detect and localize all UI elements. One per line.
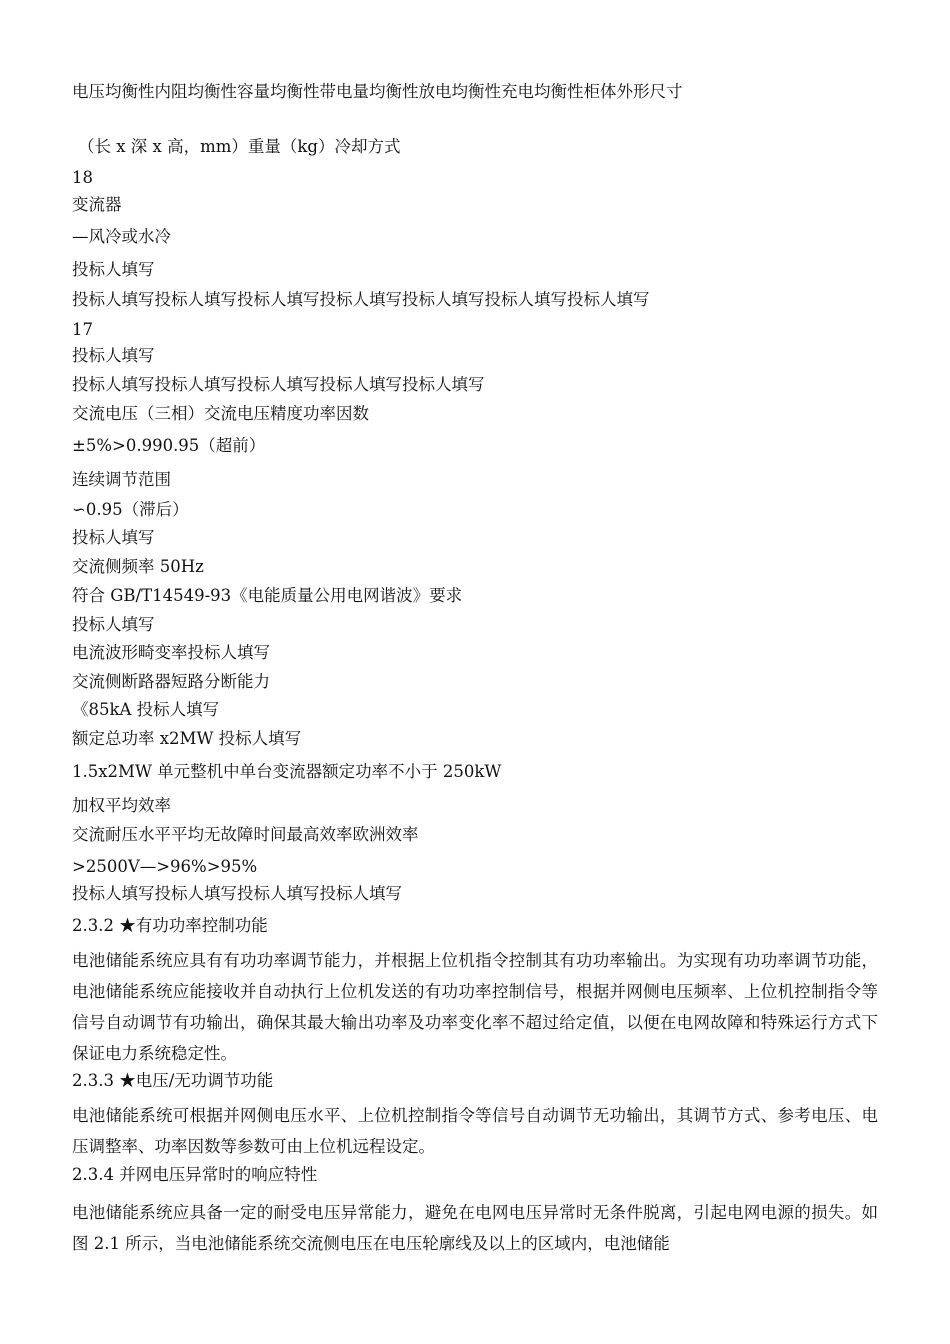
text-line-6: 投标人填写 xyxy=(72,260,155,279)
section-heading-2-3-2: 2.3.2 ★有功功率控制功能 xyxy=(72,916,268,935)
text-line-16: 交流侧频率 50Hz xyxy=(72,557,204,576)
text-line-14: ∽0.95（滞后） xyxy=(72,500,189,519)
text-line-12: ±5%>0.990.95（超前） xyxy=(72,436,266,455)
text-line-3: 18 xyxy=(72,168,93,187)
section-heading-2-3-4: 2.3.4 并网电压异常时的响应特性 xyxy=(72,1165,318,1184)
text-line-5: —风冷或水冷 xyxy=(72,227,171,246)
text-line-11: 交流电压（三相）交流电压精度功率因数 xyxy=(72,404,369,423)
text-line-1: 电压均衡性内阻均衡性容量均衡性带电量均衡性放电均衡性充电均衡性柜体外形尺寸 xyxy=(72,82,683,101)
section-body-2-3-2: 电池储能系统应具有有功功率调节能力，并根据上位机指令控制其有功功率输出。为实现有功功率调节功能，电池储能系统应能接收并自动执行上位机发送的有功功率控制信号，根据并网侧电压频率、上位机控制指令等信号自动调节有功输出，确保其最大输出功率及功率变化率不超过给定值，以便在电网故障和特殊运行方式下保证电力系统稳定性。 xyxy=(72,951,878,1063)
text-line-15: 投标人填写 xyxy=(72,528,155,547)
section-heading-2-3-3: 2.3.3 ★电压/无功调节功能 xyxy=(72,1071,274,1090)
text-line-10: 投标人填写投标人填写投标人填写投标人填写投标人填写 xyxy=(72,375,485,394)
text-line-18: 投标人填写 xyxy=(72,615,155,634)
text-line-7: 投标人填写投标人填写投标人填写投标人填写投标人填写投标人填写投标人填写 xyxy=(72,290,650,309)
text-line-17: 符合 GB/T14549-93《电能质量公用电网谐波》要求 xyxy=(72,586,463,605)
text-line-23: 1.5x2MW 单元整机中单台变流器额定功率不小于 250kW xyxy=(72,762,502,781)
text-line-4: 变流器 xyxy=(72,195,122,214)
text-line-13: 连续调节范围 xyxy=(72,470,171,489)
text-line-9: 投标人填写 xyxy=(72,346,155,365)
text-line-21: 《85kA 投标人填写 xyxy=(72,700,220,719)
text-line-2: （长 x 深 x 高，mm）重量（kg）冷却方式 xyxy=(78,137,401,156)
text-line-25: 交流耐压水平平均无故障时间最高效率欧洲效率 xyxy=(72,825,419,844)
text-line-26: >2500V—>96%>95% xyxy=(72,857,258,876)
section-body-2-3-3: 电池储能系统可根据并网侧电压水平、上位机控制指令等信号自动调节无功输出，其调节方式、参考电压、电压调整率、功率因数等参数可由上位机远程设定。 xyxy=(72,1106,878,1156)
text-line-24: 加权平均效率 xyxy=(72,796,171,815)
text-line-20: 交流侧断路器短路分断能力 xyxy=(72,672,270,691)
text-line-19: 电流波形畸变率投标人填写 xyxy=(72,643,270,662)
text-line-8: 17 xyxy=(72,320,93,339)
text-line-22: 额定总功率 x2MW 投标人填写 xyxy=(72,729,302,748)
section-body-2-3-4: 电池储能系统应具备一定的耐受电压异常能力，避免在电网电压异常时无条件脱离，引起电网电源的损失。如图 2.1 所示，当电池储能系统交流侧电压在电压轮廓线及以上的区域内，电池储能 xyxy=(72,1203,878,1253)
text-line-27: 投标人填写投标人填写投标人填写投标人填写 xyxy=(72,884,402,903)
